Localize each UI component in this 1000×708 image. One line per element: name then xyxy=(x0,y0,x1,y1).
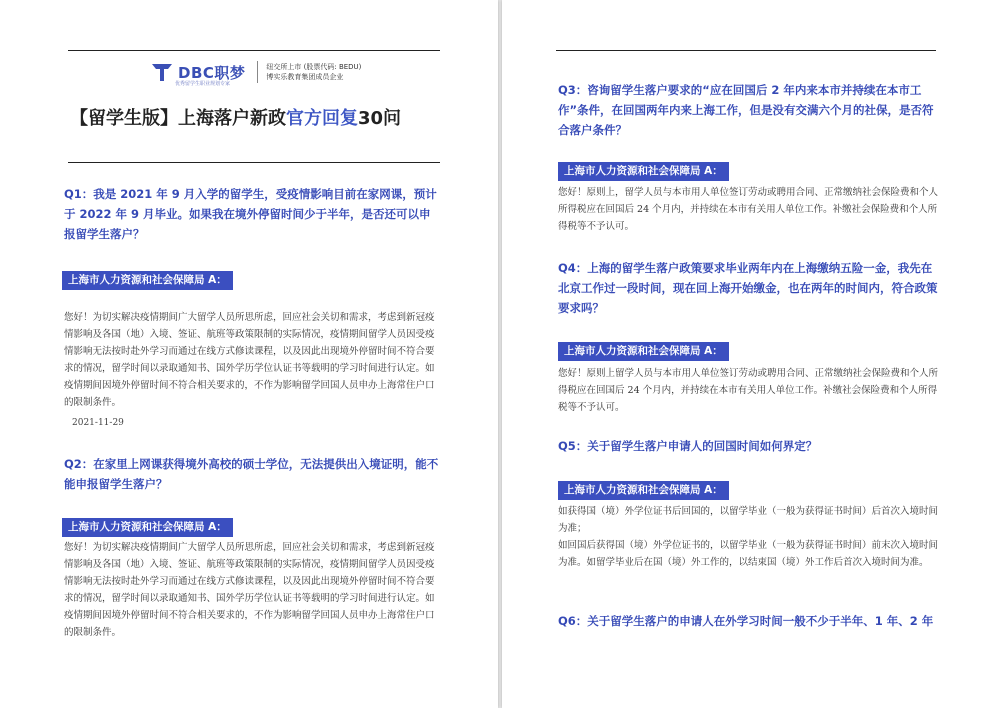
answer-2-body: 您好！为切实解决疫情期间广大留学人员所思所虑，回应社会关切和需求，考虑到新冠疫情影响及各国（地）入境、签证、航班等政策限制的实际情况，疫情期间留学人员因受疫情影响无法按时赴外学习而通过在线方式修读课程，以及因此出现境外停留时间不符合要求的情况，留学时间以录取通知书、国外学历学位认证书等载明的学习时间进行认定。如疫情期间因境外停留时间不符合相关要求的，不作为影响留学回国人员申办上海常住户口的限制条件。 xyxy=(64,542,435,638)
answer-5-paragraph-2: 如回国后获得国（境）外学位证书的，以留学毕业（一般为获得证书时间）前末次入境时间为准。如留学毕业后在国（境）外工作的，以结束国（境）外工作后首次入境时间为准。 xyxy=(558,540,939,568)
logo-tagline: 优秀留学生职业规划专家 xyxy=(175,81,231,87)
answer-1-heading: 上海市人力资源和社会保障局 A： xyxy=(62,271,233,290)
top-rule-right xyxy=(556,50,936,51)
question-4: Q4：上海的留学生落户政策要求毕业两年内在上海缴纳五险一金，我先在北京工作过一段时间，现在回上海开始缴金，也在两年的时间内，符合政策要求吗？ xyxy=(558,261,938,315)
logo-meta xyxy=(266,62,361,82)
document-page-left xyxy=(0,0,498,708)
answer-3-body: 您好！原则上，留学人员与本市用人单位签订劳动或聘用合同、正常缴纳社会保险费和个人所得税应在回国后 24 个月内，并持续在本市有关用人单位工作。补缴社会保险费和个人所得税等不予认可。 xyxy=(558,187,939,232)
logo-divider xyxy=(257,61,258,83)
title-rule xyxy=(68,162,440,163)
logo-brand: DBC职梦 xyxy=(178,63,246,82)
dbc-logo xyxy=(150,58,380,86)
top-rule xyxy=(68,50,440,51)
question-3: Q3：咨询留学生落户要求的“应在回国后 2 年内来本市并持续在本市工作”条件，在回国两年内来上海工作，但是没有交满六个月的社保，是否符合落户条件？ xyxy=(558,83,934,137)
question-5: Q5：关于留学生落户申请人的回国时间如何界定？ xyxy=(558,439,818,453)
answer-5-paragraph-1: 如获得国（境）外学位证书后回国的，以留学毕业（一般为获得证书时间）后首次入境时间为准； xyxy=(558,506,939,534)
answer-2-heading: 上海市人力资源和社会保障局 A： xyxy=(62,518,233,537)
question-2: Q2：在家里上网课获得境外高校的硕士学位，无法提供出入境证明，能不能申报留学生落户？ xyxy=(64,457,439,491)
document-title xyxy=(70,104,401,130)
answer-3-heading: 上海市人力资源和社会保障局 A： xyxy=(558,162,729,181)
document-page-right xyxy=(502,0,1000,708)
title-prefix: 【留学生版】上海落户新政 xyxy=(70,108,286,129)
answer-1-body: 您好！为切实解决疫情期间广大留学人员所思所虑，回应社会关切和需求，考虑到新冠疫情影响及各国（地）入境、签证、航班等政策限制的实际情况，疫情期间留学人员因受疫情影响无法按时赴外学习而通过在线方式修读课程，以及因此出现境外停留时间不符合要求的情况，留学时间以录取通知书、国外学历学位认证书等载明的学习时间进行认定。如疫情期间因境外停留时间不符合相关要求的，不作为影响留学回国人员申办上海常住户口的限制条件。 xyxy=(64,312,435,408)
logo-meta-line2: 博实乐教育集团成员企业 xyxy=(266,73,344,81)
answer-5-body xyxy=(558,503,938,571)
answer-1-date: 2021-11-29 xyxy=(72,418,124,428)
question-1: Q1：我是 2021 年 9 月入学的留学生，受疫情影响目前在家网课，预计于 2022 年 9 月毕业。如果我在境外停留时间少于半年，是否还可以申报留学生落户？ xyxy=(64,187,437,241)
answer-5-heading: 上海市人力资源和社会保障局 A： xyxy=(558,481,729,500)
answer-4-heading: 上海市人力资源和社会保障局 A： xyxy=(558,342,729,361)
title-highlight: 官方回复 xyxy=(286,108,358,129)
title-suffix: 30问 xyxy=(358,108,402,129)
question-6: Q6：关于留学生落户的申请人在外学习时间一般不少于半年、1 年、2 年 xyxy=(558,614,934,628)
answer-4-body: 您好！原则上留学人员与本市用人单位签订劳动或聘用合同、正常缴纳社会保险费和个人所得税应在回国后 24 个月内，并持续在本市有关用人单位工作。补缴社会保险费和个人所得税等不予认可。 xyxy=(558,368,939,413)
logo-meta-line1: 纽交所上市 (股票代码: BEDU) xyxy=(266,63,362,71)
dbc-logo-icon xyxy=(150,61,174,83)
